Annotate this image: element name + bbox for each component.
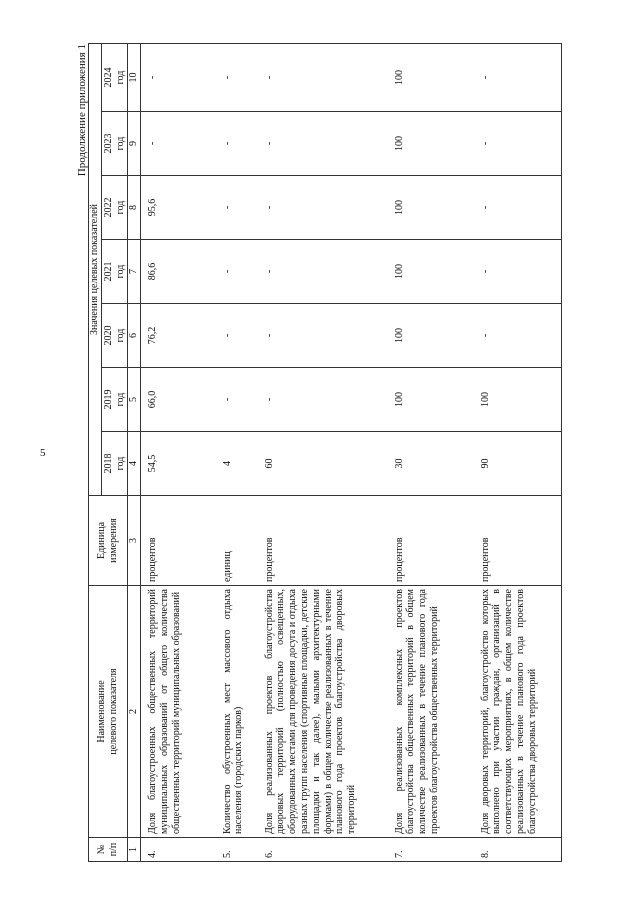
- column-number: 10: [128, 43, 141, 111]
- value-2019: 100: [474, 368, 562, 432]
- column-number: 6: [128, 304, 141, 368]
- value-2018: 54,5: [141, 432, 216, 496]
- value-2018: 30: [388, 432, 474, 496]
- value-2023: -: [141, 112, 216, 176]
- header-year-2021: 2021 год: [101, 240, 128, 304]
- column-number: 5: [128, 368, 141, 432]
- value-2019: 66,0: [141, 368, 216, 432]
- table-header: [89, 43, 128, 861]
- value-2020: 100: [388, 304, 474, 368]
- rotated-page-content: [74, 44, 574, 862]
- column-number: 4: [128, 432, 141, 496]
- header-number: № п/п: [89, 838, 128, 862]
- value-2022: -: [258, 176, 388, 240]
- indicators-table: [88, 43, 562, 862]
- indicator-name: Доля дворовых территорий, благоустройство которых выполнено при участии граждан, организаций в соответствующих мероприятиях, в общем количестве реализованных в течение планового года проектов благоустройства дворовых территорий: [474, 586, 562, 838]
- table-row: [216, 43, 258, 861]
- value-2023: -: [216, 112, 258, 176]
- value-2024: -: [474, 43, 562, 111]
- header-year-2024: 2024 год: [101, 43, 128, 111]
- value-2024: -: [258, 43, 388, 111]
- value-2022: 100: [388, 176, 474, 240]
- row-number: 6.: [258, 838, 388, 862]
- header-year-2020: 2020 год: [101, 304, 128, 368]
- row-number: 7.: [388, 838, 474, 862]
- indicator-name: Количество обустроенных мест массового отдыха населения (городских парков): [216, 586, 258, 838]
- value-2021: -: [216, 240, 258, 304]
- value-2020: -: [216, 304, 258, 368]
- header-indicator-name: Наименование целевого показателя: [89, 586, 128, 838]
- unit: единиц: [216, 496, 258, 586]
- header-values-group: Значения целевых показателей: [89, 43, 102, 495]
- column-number: 2: [128, 586, 141, 838]
- value-2022: 95,6: [141, 176, 216, 240]
- row-number: 8.: [474, 838, 562, 862]
- indicator-name: Доля реализованных проектов благоустройства дворовых территорий (полностью освещенных, оборудованных местами для проведения досуга и отдыха разных групп населения (спортивные площадки, детские площадки и так далее), малыми архитектурными формами) в общем количестве реализованных в течение планового года проектов благоустройства дворовых территорий: [258, 586, 388, 838]
- row-number: 4.: [141, 838, 216, 862]
- column-number-row-group: [128, 43, 141, 861]
- column-number: 3: [128, 496, 141, 586]
- column-number: 9: [128, 112, 141, 176]
- unit: процентов: [258, 496, 388, 586]
- header-unit: Единица измерения: [89, 496, 128, 586]
- value-2023: -: [474, 112, 562, 176]
- value-2020: -: [258, 304, 388, 368]
- value-2020: -: [474, 304, 562, 368]
- value-2021: 86,6: [141, 240, 216, 304]
- value-2018: 4: [216, 432, 258, 496]
- indicator-name: Доля реализованных комплексных проектов благоустройства общественных территорий в общем количестве реализованных в течение планового года проектов благоустройства общественных территорий: [388, 586, 474, 838]
- value-2019: -: [216, 368, 258, 432]
- header-year-2018: 2018 год: [101, 432, 128, 496]
- header-year-2022: 2022 год: [101, 176, 128, 240]
- table-body: [141, 43, 562, 861]
- continuation-label: Продолжение приложения 1: [76, 44, 88, 177]
- table-row: [258, 43, 388, 861]
- header-year-2019: 2019 год: [101, 368, 128, 432]
- value-2023: -: [258, 112, 388, 176]
- column-number: 1: [128, 838, 141, 862]
- value-2020: 76,2: [141, 304, 216, 368]
- value-2024: -: [216, 43, 258, 111]
- value-2019: 100: [388, 368, 474, 432]
- value-2021: 100: [388, 240, 474, 304]
- unit: процентов: [388, 496, 474, 586]
- value-2018: 90: [474, 432, 562, 496]
- value-2023: 100: [388, 112, 474, 176]
- value-2022: -: [216, 176, 258, 240]
- row-number: 5.: [216, 838, 258, 862]
- value-2018: 60: [258, 432, 388, 496]
- value-2024: -: [141, 43, 216, 111]
- value-2024: 100: [388, 43, 474, 111]
- value-2019: -: [258, 368, 388, 432]
- value-2021: -: [258, 240, 388, 304]
- indicator-name: Доля благоустроенных общественных территорий муниципальных образований от общего количества общественных территорий муниципальных образований: [141, 586, 216, 838]
- unit: процентов: [474, 496, 562, 586]
- table-row: [388, 43, 474, 861]
- column-number: 8: [128, 176, 141, 240]
- table-row: [141, 43, 216, 861]
- header-year-2023: 2023 год: [101, 112, 128, 176]
- value-2021: -: [474, 240, 562, 304]
- page-number: 5: [40, 447, 46, 459]
- value-2022: -: [474, 176, 562, 240]
- column-number-row: [128, 43, 141, 861]
- unit: процентов: [141, 496, 216, 586]
- column-number: 7: [128, 240, 141, 304]
- table-row: [474, 43, 562, 861]
